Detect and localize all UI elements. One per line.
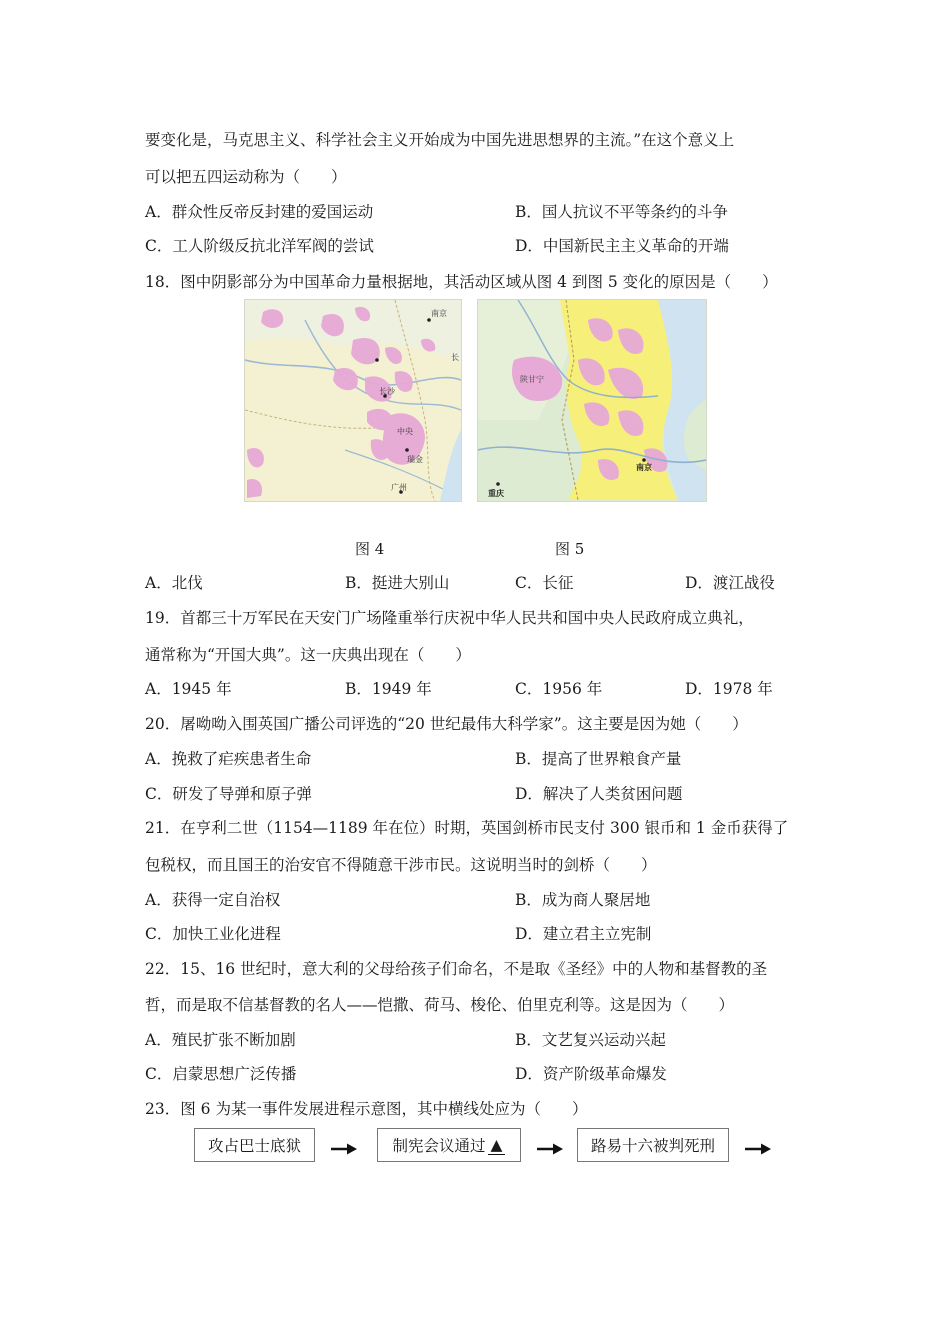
q20-stem: 20．屠呦呦入围英国广播公司评选的“20 世纪最伟大科学家”。这主要是因为她（ ） xyxy=(145,715,748,733)
map-figure-4 xyxy=(244,299,462,502)
q20-option-b[interactable]: B．提高了世界粮食产量 xyxy=(515,750,682,768)
q21-stem-line2: 包税权，而且国王的治安官不得随意干涉市民。这说明当时的剑桥（ ） xyxy=(145,856,657,874)
flow-arrow-icon xyxy=(537,1143,563,1155)
map5-label-chongqing: 重庆 xyxy=(488,489,504,498)
q21-option-a[interactable]: A．获得一定自治权 xyxy=(145,891,281,909)
q17-stem-line1: 要变化是，马克思主义、科学社会主义开始成为中国先进思想界的主流。”在这个意义上 xyxy=(145,131,735,149)
flow-arrow-icon xyxy=(745,1143,771,1155)
q17-option-d[interactable]: D．中国新民主主义革命的开端 xyxy=(515,237,729,255)
q19-option-a[interactable]: A．1945 年 xyxy=(145,680,232,698)
q18-stem: 18．图中阴影部分为中国革命力量根据地，其活动区域从图 4 到图 5 变化的原因是（ ） xyxy=(145,273,778,291)
map4-label-edge: 长 xyxy=(451,353,459,362)
q19-option-c[interactable]: C．1956 年 xyxy=(515,680,603,698)
q20-option-c[interactable]: C．研发了导弹和原子弹 xyxy=(145,785,312,803)
flow-step-bastille: 攻占巴士底狱 xyxy=(194,1128,315,1162)
map-4-graphic xyxy=(245,300,461,501)
q17-stem-line2: 可以把五四运动称为（ ） xyxy=(145,168,347,186)
q18-option-b[interactable]: B．挺进大别山 xyxy=(345,574,450,592)
map4-label-nanjing: 南京 xyxy=(431,309,447,318)
q18-option-d[interactable]: D．渡江战役 xyxy=(685,574,775,592)
q22-option-c[interactable]: C．启蒙思想广泛传播 xyxy=(145,1065,297,1083)
q17-option-a[interactable]: A．群众性反帝反封建的爱国运动 xyxy=(145,203,374,221)
flow-step-constituent-assembly xyxy=(377,1128,521,1162)
q21-stem-line1: 21．在亨利二世（1154—1189 年在位）时期，英国剑桥市民支付 300 银币和 1 金币获得了 xyxy=(145,819,789,837)
map4-label-ruijin: 瑞金 xyxy=(407,455,423,464)
q17-option-b[interactable]: B．国人抗议不平等条约的斗争 xyxy=(515,203,728,221)
q21-option-d[interactable]: D．建立君主立宪制 xyxy=(515,925,652,943)
flow-step-louis-xvi: 路易十六被判死刑 xyxy=(577,1128,729,1162)
map5-label-nanjing: 南京 xyxy=(636,463,652,472)
caption-figure-5: 图 5 xyxy=(555,540,585,558)
q22-option-b[interactable]: B．文艺复兴运动兴起 xyxy=(515,1031,666,1049)
map-figure-5 xyxy=(477,299,707,502)
q21-option-c[interactable]: C．加快工业化进程 xyxy=(145,925,281,943)
q20-option-d[interactable]: D．解决了人类贫困问题 xyxy=(515,785,683,803)
q22-option-d[interactable]: D．资产阶级革命爆发 xyxy=(515,1065,667,1083)
caption-figure-4: 图 4 xyxy=(355,540,385,558)
flow-step-constituent-text: 制宪会议通过 xyxy=(392,1137,486,1155)
map4-label-guangzhou: 广州 xyxy=(391,483,407,492)
q22-stem-line1: 22．15、16 世纪时，意大利的父母给孩子们命名，不是取《圣经》中的人物和基督教的圣 xyxy=(145,960,768,978)
map4-label-zhongyang: 中央 xyxy=(397,427,413,436)
q23-stem: 23．图 6 为某一事件发展进程示意图，其中横线处应为（ ） xyxy=(145,1100,588,1118)
map4-label-changsha: 长沙 xyxy=(379,387,395,396)
q21-option-b[interactable]: B．成为商人聚居地 xyxy=(515,891,651,909)
q17-option-c[interactable]: C．工人阶级反抗北洋军阀的尝试 xyxy=(145,237,374,255)
map5-label-shaanganning: 陕甘宁 xyxy=(520,375,544,384)
q19-stem-line1: 19．首都三十万军民在天安门广场隆重举行庆祝中华人民共和国中央人民政府成立典礼， xyxy=(145,609,754,627)
q18-option-c[interactable]: C．长征 xyxy=(515,574,574,592)
map-5-graphic xyxy=(478,300,706,501)
q20-option-a[interactable]: A．挽救了疟疾患者生命 xyxy=(145,750,312,768)
q19-stem-line2: 通常称为“开国大典”。这一庆典出现在（ ） xyxy=(145,646,471,664)
blank-triangle-icon: ▲ xyxy=(488,1136,506,1155)
q19-option-d[interactable]: D．1978 年 xyxy=(685,680,773,698)
q18-option-a[interactable]: A．北伐 xyxy=(145,574,203,592)
q22-option-a[interactable]: A．殖民扩张不断加剧 xyxy=(145,1031,296,1049)
q19-option-b[interactable]: B．1949 年 xyxy=(345,680,432,698)
q22-stem-line2: 哲，而是取不信基督教的名人——恺撒、荷马、梭伦、伯里克利等。这是因为（ ） xyxy=(145,996,735,1014)
flow-arrow-icon xyxy=(331,1143,357,1155)
